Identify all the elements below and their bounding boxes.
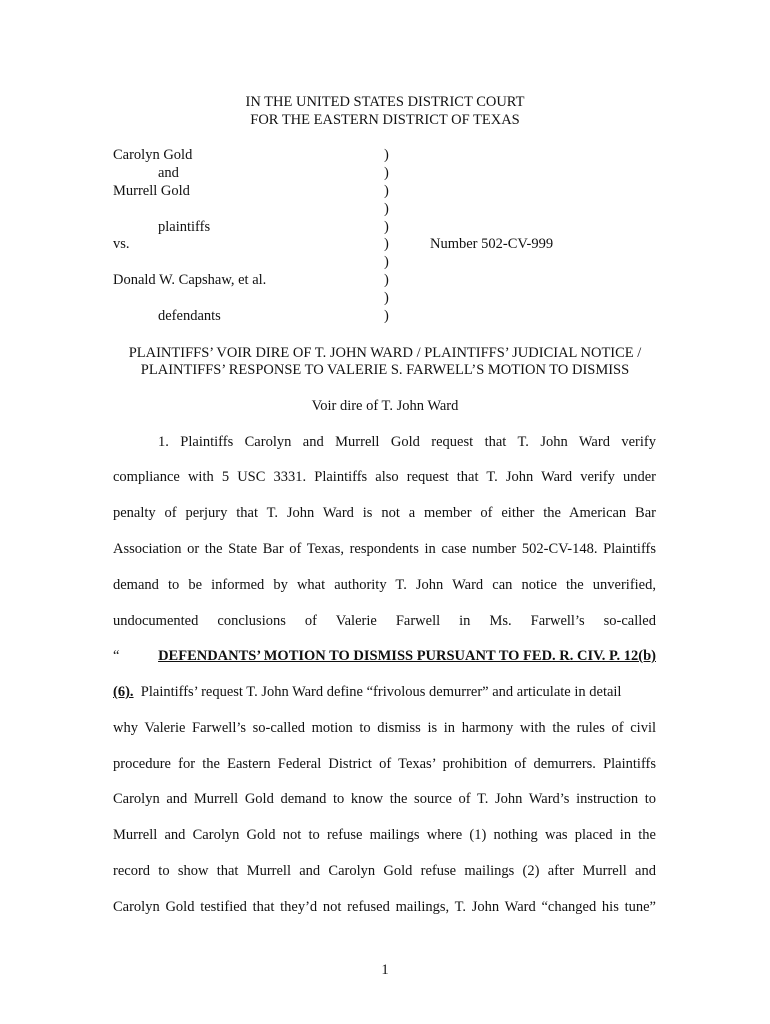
section-heading: Voir dire of T. John Ward xyxy=(311,398,459,414)
body-line: Carolyn and Murrell Gold demand to know the source of T. John Ward’s instruction to xyxy=(113,791,656,807)
case-number: Number 502-CV-999 xyxy=(430,236,554,252)
body-line: Association or the State Bar of Texas, respondents in case number 502-CV-148. Plaintiffs xyxy=(113,541,656,557)
body-line: Carolyn Gold testified that they’d not refused mailings, T. John Ward “changed his tune” xyxy=(113,899,656,915)
page-number: 1 xyxy=(381,962,389,978)
caption-paren: ) xyxy=(384,290,389,306)
body-line: penalty of perjury that T. John Ward is not a member of either the American Bar xyxy=(113,505,656,521)
body-line: procedure for the Eastern Federal District of Texas’ prohibition of demurrers. Plaintiffs xyxy=(113,756,656,772)
court-name-line-1: IN THE UNITED STATES DISTRICT COURT xyxy=(245,94,525,110)
caption-paren: ) xyxy=(384,272,389,288)
defendants-label: defendants xyxy=(158,308,221,324)
body-text: Plaintiffs’ request T. John Ward define “frivolous demurrer” and articulate in detail xyxy=(140,684,622,700)
caption-paren: ) xyxy=(384,254,389,270)
court-name-line-2: FOR THE EASTERN DISTRICT OF TEXAS xyxy=(250,112,520,128)
caption-paren: ) xyxy=(384,201,389,217)
body-line: undocumented conclusions of Valerie Farwell in Ms. Farwell’s so-called xyxy=(113,613,656,629)
body-line: record to show that Murrell and Carolyn Gold refuse mailings (2) after Murrell and xyxy=(113,863,656,879)
body-line: why Valerie Farwell’s so-called motion to dismiss is in harmony with the rules of civil xyxy=(113,720,656,736)
body-line: demand to be informed by what authority T. John Ward can notice the unverified, xyxy=(113,577,656,593)
plaintiff-name-2: Murrell Gold xyxy=(113,183,190,199)
document-title-line-1: PLAINTIFFS’ VOIR DIRE OF T. JOHN WARD / PLAINTIFFS’ JUDICIAL NOTICE / xyxy=(128,345,642,361)
caption-versus: vs. xyxy=(113,236,130,252)
body-line: compliance with 5 USC 3331. Plaintiffs also request that T. John Ward verify under xyxy=(113,469,656,485)
caption-paren: ) xyxy=(384,147,389,163)
caption-paren: ) xyxy=(384,236,389,252)
body-line-motion-title xyxy=(113,647,656,665)
caption-paren: ) xyxy=(384,219,389,235)
plaintiff-name-1: Carolyn Gold xyxy=(113,147,193,163)
caption-paren: ) xyxy=(384,165,389,181)
motion-title: DEFENDANTS’ MOTION TO DISMISS PURSUANT TO FED. R. CIV. P. 12(b) xyxy=(158,648,656,664)
plaintiffs-label: plaintiffs xyxy=(158,219,211,235)
defendant-name: Donald W. Capshaw, et al. xyxy=(113,272,267,288)
body-line: 1. Plaintiffs Carolyn and Murrell Gold request that T. John Ward verify xyxy=(158,434,656,450)
caption-paren: ) xyxy=(384,308,389,324)
body-line: Murrell and Carolyn Gold not to refuse mailings where (1) nothing was placed in the xyxy=(113,827,656,843)
open-quote: “ xyxy=(113,648,120,664)
motion-title-end: (6). xyxy=(113,684,134,700)
document-title-line-2: PLAINTIFFS’ RESPONSE TO VALERIE S. FARWELL’S MOTION TO DISMISS xyxy=(140,362,630,378)
caption-and: and xyxy=(158,165,179,181)
caption-paren: ) xyxy=(384,183,389,199)
body-line xyxy=(113,683,656,701)
